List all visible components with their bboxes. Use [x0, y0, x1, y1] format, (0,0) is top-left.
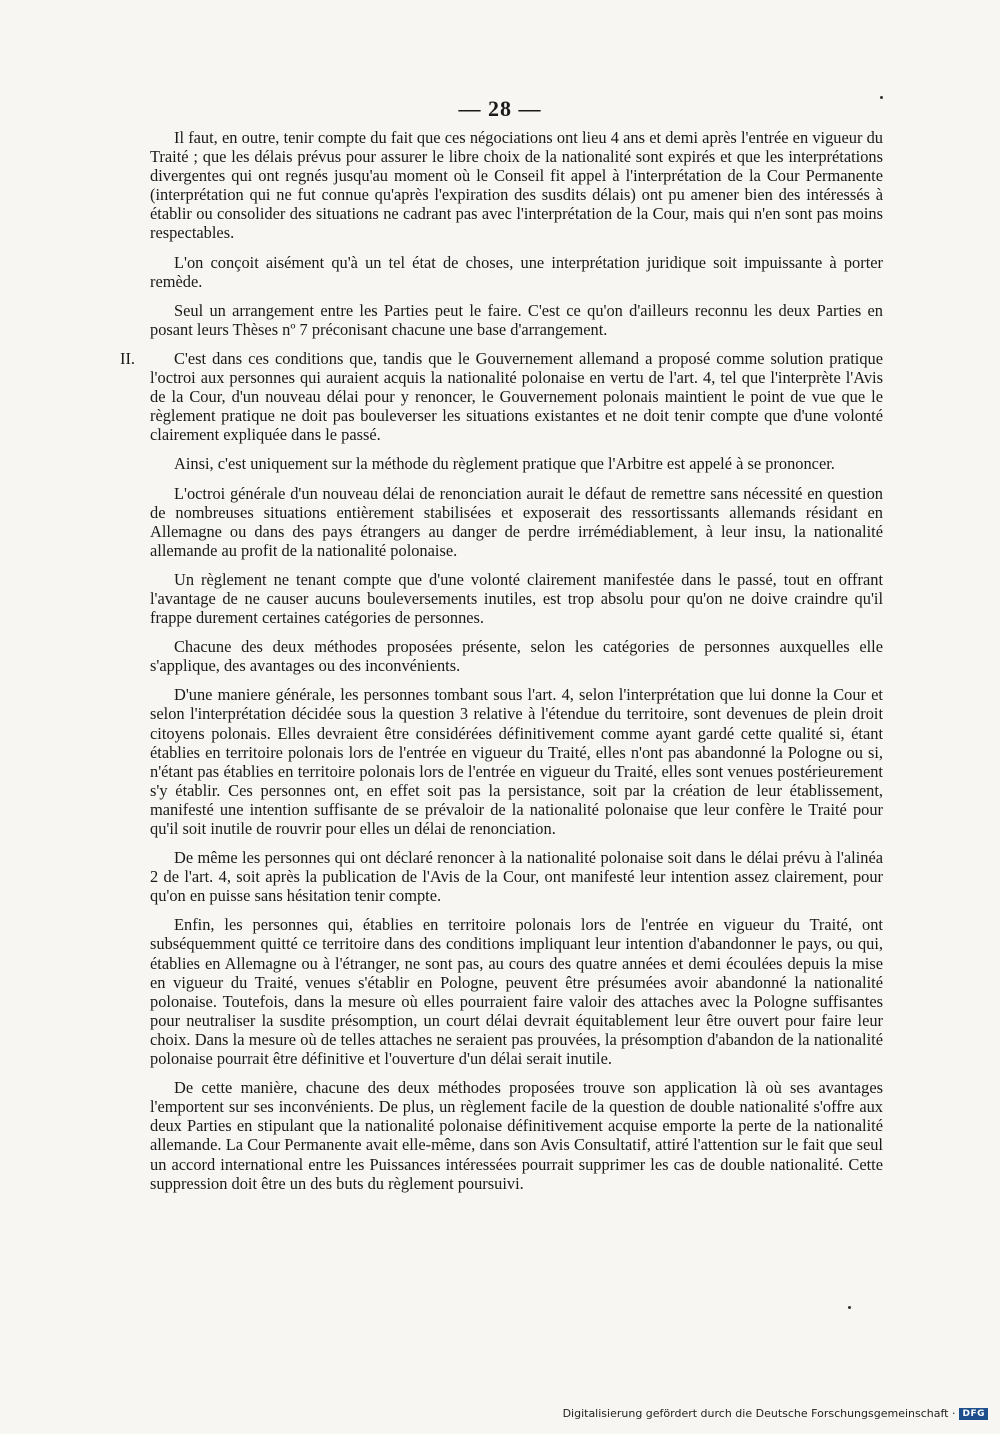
section-2-paragraph-4: Un règlement ne tenant compte que d'une volonté clairement manifestée dans le passé, tout en offrant l'avantage de ne causer aucuns bouleversements inutiles, est trop absolu pour qu'on ne doive craindre qu'il frappe durement certaines catégories de personnes.: [150, 569, 883, 628]
dfg-logo: DFG: [959, 1408, 988, 1420]
digitization-footer: [563, 1407, 988, 1420]
page-number: — 28 —: [458, 96, 542, 121]
section-2-paragraph-3: L'octroi générale d'un nouveau délai de renonciation aurait le défaut de remettre sans nécessité en question de nombreuses situations entièrement stabilisées et exposerait des ressortissants allemands résidant en Allemagne ou dans des pays étrangers au danger de perdre irrémédiablement, à leur insu, la nationalité allemande au profit de la nationalité polonaise.: [150, 483, 883, 560]
section-2-paragraph-1: C'est dans ces conditions que, tandis que le Gouvernement allemand a proposé comme solution pratique l'octroi aux personnes qui auraient acquis la nationalité polonaise en vertu de l'art. 4, tel que l'interprète l'Avis de la Cour, d'un nouveau délai pour y renoncer, le Gouvernement polonais maintient le point de vue que le règlement pratique ne doit pas bouleverser les situations existantes et ne doit tenir compte que d'une volonté clairement expliquée dans le passé.: [150, 348, 883, 445]
section-2: [120, 348, 883, 1193]
section-2-paragraph-9: De cette manière, chacune des deux méthodes proposées trouve son application là où ses avantages l'emportent sur ses inconvénients. De plus, un règlement facile de la question de double nationalité s'offre aux deux Parties en stipulant que la nationalité polonaise définitivement acquise emporte la perte de la nationalité allemande. La Cour Permanente avait elle-même, dans son Avis Consultatif, attiré l'attention sur le fait que seul un accord international entre les Puissances intéressées pourrait supprimer les cas de double nationalité. Cette suppression doit être un des buts du règlement poursuivi.: [150, 1078, 883, 1193]
footer-text: Digitalisierung gefördert durch die Deutsche Forschungsgemeinschaft ·: [562, 1407, 956, 1420]
section-number: II.: [120, 348, 136, 368]
section-2-paragraph-7: De même les personnes qui ont déclaré renoncer à la nationalité polonaise soit dans le délai prévu à l'alinéa 2 de l'art. 4, soit après la publication de l'Avis de la Cour, ont manifesté leur intention assez clairement, pour qu'on en puisse sans hésitation tenir compte.: [150, 848, 883, 906]
section-2-paragraph-2: Ainsi, c'est uniquement sur la méthode du règlement pratique que l'Arbitre est appelé à se prononcer.: [174, 454, 835, 474]
paragraph-intro-2: L'on conçoit aisément qu'à un tel état de choses, une interprétation juridique soit impuissante à porter remède.: [150, 252, 883, 291]
section-2-paragraph-5: Chacune des deux méthodes proposées présente, selon les catégories de personnes auxquelles elle s'applique, des avantages ou des inconvénients.: [150, 637, 883, 676]
scan-speck: [880, 96, 883, 99]
section-2-paragraph-6: D'une maniere générale, les personnes tombant sous l'art. 4, selon l'interprétation que lui donne la Cour et selon l'interprétation décidée sous la question 3 relative à l'étendue du territoire, sont devenues de plein droit citoyens polonais. Elles devraient être considérées définitivement comme ayant gardé cette qualité si, étant établies en territoire polonais lors de l'entrée en vigueur du Traité, elles n'ont pas abandonné la Pologne ou si, n'étant pas établies en territoire polonais lors de l'entrée en vigueur du Traité, elles sont venues postérieurement s'y établir. Ces personnes ont, en effet soit pas la persistance, soit par la création de leur établissement, manifesté une intention suffisante de se prévaloir de la nationalité polonaise que leur confère le Traité pour qu'il soit inutile de rouvrir pour elles un délai de renonciation.: [150, 685, 883, 838]
paragraph-intro-1: Il faut, en outre, tenir compte du fait que ces négociations ont lieu 4 ans et demi après l'entrée en vigueur du Traité ; que les délais prévus pour assurer le libre choix de la nationalité sont expirés et que les interprétations divergentes qui ont regnés jusqu'au moment où le Conseil fit appel à l'interprétation de la Cour Permanente (interprétation qui ne fut connue qu'après l'expiration des susdits délais) ont pu amener bien des intéressés à établir ou consolider des situations ne cadrant pas avec l'interprétation de la Cour, mais qui n'en sont pas moins respectables.: [150, 128, 883, 243]
section-2-paragraph-8: Enfin, les personnes qui, établies en territoire polonais lors de l'entrée en vigueur du Traité, ont subséquemment quitté ce territoire dans des conditions impliquant leur intention d'abandonner le pays, ou qui, établies en Allemagne ou à l'étranger, ne sont pas, au cours des quatre années et demi écoulées depuis la mise en vigueur du Traité, venues s'établir en Pologne, peuvent être présumées avoir abandonné la nationalité polonaise. Toutefois, dans la mesure où elles pourraient faire valoir des attaches avec la Pologne suffisantes pour neutraliser la susdite présomption, un court délai devrait équitablement leur être ouvert pour faire leur choix. Dans la mesure où de telles attaches ne seraient pas prouvées, la présomption d'abandon de la nationalité polonaise pourrait être définitive et l'ouverture d'un délai serait inutile.: [150, 915, 883, 1069]
document-body: [120, 128, 883, 1203]
paragraph-intro-3: Seul un arrangement entre les Parties peut le faire. C'est ce qu'on d'ailleurs reconnu les deux Parties en posant leurs Thèses nº 7 préconisant chacune une base d'arrangement.: [150, 300, 883, 339]
scan-speck: [848, 1306, 851, 1309]
